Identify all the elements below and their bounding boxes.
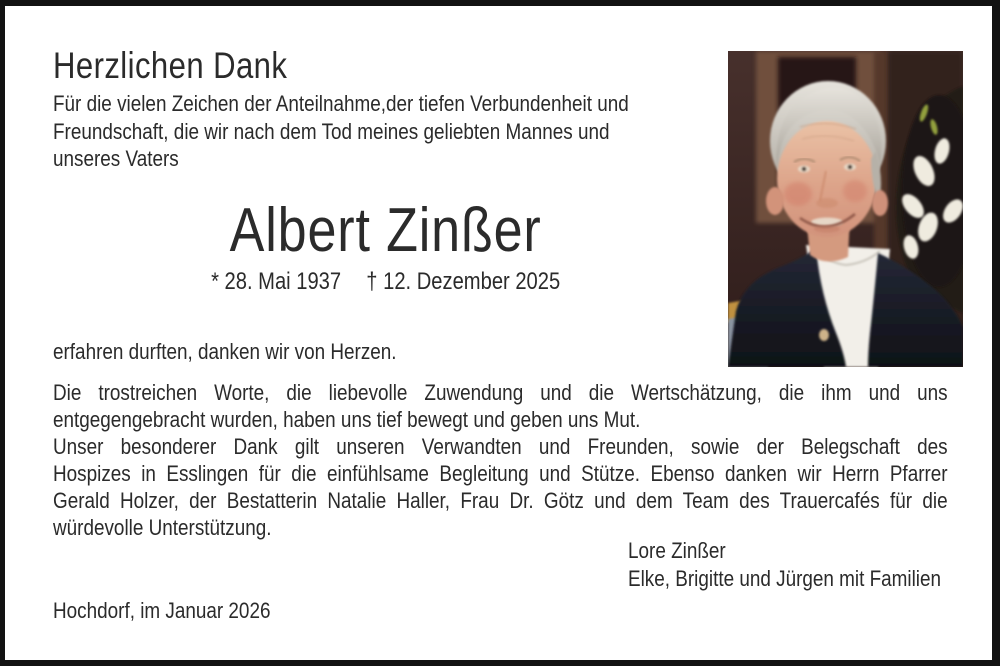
place-and-date: Hochdorf, im Januar 2026 <box>53 598 271 623</box>
body-line: entgegengebracht wurden, haben uns tief bewegt und geben uns Mut. <box>53 407 641 432</box>
death-date: † 12. Dezember 2025 <box>366 268 561 295</box>
deceased-name: Albert Zinßer <box>229 196 542 265</box>
birth-date: * 28. Mai 1937 <box>211 268 342 295</box>
body-line: Gerald Holzer, der Bestatterin Natalie Haller, Frau Dr. Götz und dem Team des Trauercafés für die <box>53 488 948 513</box>
portrait-photo <box>728 51 963 367</box>
page-title: Herzlichen Dank <box>53 45 288 86</box>
continuation-line: erfahren durften, danken wir von Herzen. <box>53 339 397 364</box>
intro-line: Für die vielen Zeichen der Anteilnahme,der tiefen Verbundenheit und <box>53 91 629 116</box>
intro-paragraph <box>53 90 725 173</box>
life-dates <box>53 268 718 296</box>
intro-line: Freundschaft, die wir nach dem Tod meines geliebten Mannes und <box>53 118 610 144</box>
body-line: Unser besonderer Dank gilt unseren Verwandten und Freunden, sowie der Belegschaft des <box>53 434 948 459</box>
signature-block <box>628 537 1000 592</box>
signature-children: Elke, Brigitte und Jürgen mit Familien <box>628 565 942 591</box>
portrait-photo-graphic <box>728 51 963 367</box>
intro-line: unseres Vaters <box>53 146 179 171</box>
body-line: Hospizes in Esslingen für die einfühlsame Begleitung und Stütze. Ebenso danken wir Herrn Pfarrer <box>53 461 948 486</box>
thanks-paragraphs <box>53 379 948 541</box>
name-block <box>53 196 718 296</box>
signature-widow: Lore Zinßer <box>628 538 726 563</box>
body-line: Die trostreichen Worte, die liebevolle Zuwendung und die Wertschätzung, die ihm und uns <box>53 380 948 405</box>
body-line: würdevolle Unterstützung. <box>53 515 272 540</box>
